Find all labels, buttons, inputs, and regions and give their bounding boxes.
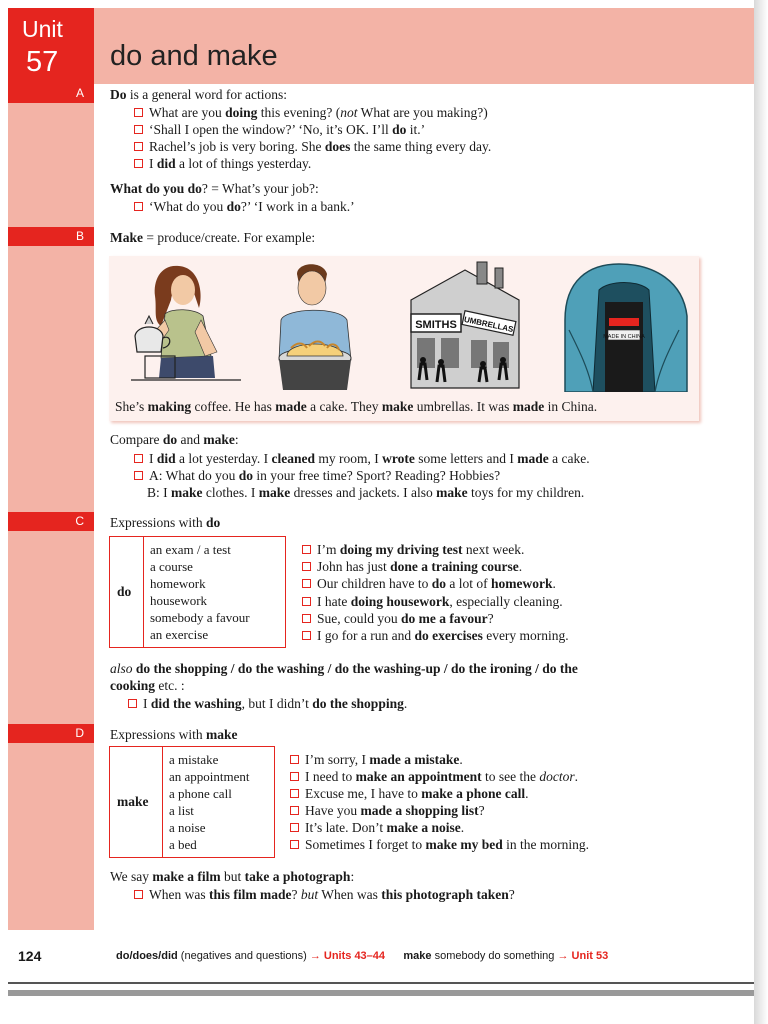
bullet-icon — [302, 597, 311, 606]
section-c-heading: Expressions with do — [110, 515, 221, 530]
do-expression-item: a course — [150, 559, 193, 574]
section-c-example: I hate doing housework, especially cleaning. — [302, 594, 563, 610]
cross-references: do/does/did (negatives and questions) → Units 43–44 make somebody do something → Unit 53 — [116, 950, 609, 962]
jacket-label-illustration — [559, 260, 691, 392]
unit-label: Unit — [22, 16, 63, 42]
make-expression-item: an appointment — [169, 769, 250, 784]
section-a-example: I did a lot of things yesterday. — [134, 156, 311, 172]
section-b-dialogue-a: A: What do you do in your free time? Sport? Reading? Hobbies? — [134, 468, 500, 484]
bullet-icon — [134, 471, 143, 480]
footer-rule — [8, 982, 754, 984]
shop-sign-text: SMITHS — [415, 319, 457, 331]
section-a-example: What are you doing this evening? (not What are you making?) — [134, 105, 488, 121]
illustration-caption: She’s making coffee. He has made a cake. They make umbrellas. It was made in China. — [115, 399, 598, 414]
unit-box — [8, 8, 94, 84]
shop-sign-umbrellas-text: UMBRELLAS — [463, 314, 515, 335]
bullet-icon — [128, 699, 137, 708]
section-d-example: Excuse me, I have to make a phone call. — [290, 786, 528, 802]
bullet-icon — [290, 789, 299, 798]
woman-making-coffee-illustration — [131, 260, 241, 392]
box-divider — [143, 537, 144, 647]
section-d-example: I’m sorry, I made a mistake. — [290, 752, 463, 768]
section-d-heading: Expressions with make — [110, 727, 238, 742]
section-c-also-cont: cooking etc. : — [110, 678, 185, 693]
umbrella-shop-illustration — [409, 260, 521, 392]
bullet-icon — [134, 159, 143, 168]
section-c-example: John has just done a training course. — [302, 559, 522, 575]
units-43-44-link[interactable]: Units 43–44 — [320, 950, 386, 962]
make-verb-label: make — [117, 794, 149, 809]
section-c-also: also do the shopping / do the washing / do the washing-up / do the ironing / do the — [110, 661, 578, 676]
section-tag-d: D — [8, 724, 94, 743]
section-a-question: What do you do? = What’s your job?: — [110, 181, 319, 196]
unit-53-link[interactable]: Unit 53 — [568, 950, 609, 962]
arrow-icon: → — [309, 950, 321, 962]
make-expression-item: a phone call — [169, 786, 232, 801]
bullet-icon — [134, 202, 143, 211]
box-divider — [162, 747, 163, 857]
bullet-icon — [134, 454, 143, 463]
unit-number: 57 — [26, 46, 59, 78]
section-b-dialogue-b: B: I make clothes. I make dresses and jackets. I also make toys for my children. — [147, 485, 585, 500]
section-c-example: I’m doing my driving test next week. — [302, 542, 524, 558]
section-c-example: Our children have to do a lot of homework. — [302, 576, 556, 592]
bullet-icon — [302, 631, 311, 640]
section-d-example: I need to make an appointment to see the doctor. — [290, 769, 578, 785]
do-expression-item: homework — [150, 576, 206, 591]
section-a-example: ‘What do you do?’ ‘I work in a bank.’ — [134, 199, 355, 215]
section-a-intro: Do is a general word for actions: — [110, 87, 287, 102]
do-verb-label: do — [117, 584, 132, 599]
section-a-example: Rachel’s job is very boring. She does the same thing every day. — [134, 139, 491, 155]
section-b-example: I did a lot yesterday. I cleaned my room, I wrote some letters and I made a cake. — [134, 451, 590, 467]
man-with-cake-illustration — [267, 260, 367, 392]
section-d-example: Have you made a shopping list? — [290, 803, 485, 819]
do-expression-item: an exam / a test — [150, 542, 231, 557]
section-c-example: I go for a run and do exercises every morning. — [302, 628, 569, 644]
section-b-intro: Make = produce/create. For example: — [110, 230, 316, 245]
arrow-icon: → — [557, 950, 569, 962]
bullet-icon — [134, 108, 143, 117]
illustration-panel — [109, 256, 699, 421]
bullet-icon — [290, 772, 299, 781]
jacket-label-text: MADE IN CHINA — [603, 334, 645, 340]
do-expression-item: an exercise — [150, 627, 209, 642]
left-margin-strip — [8, 8, 94, 930]
bullet-icon — [134, 890, 143, 899]
section-a-example: ‘Shall I open the window?’ ‘No, it’s OK. I’ll do it.’ — [134, 122, 425, 138]
bullet-icon — [302, 579, 311, 588]
section-d-say-example: When was this film made? but When was this photograph taken? — [134, 887, 515, 903]
bullet-icon — [290, 806, 299, 815]
section-tag-a: A — [8, 84, 94, 103]
section-d-example: Sometimes I forget to make my bed in the morning. — [290, 837, 589, 853]
make-expression-item: a list — [169, 803, 194, 818]
page-title: do and make — [110, 40, 278, 72]
section-tag-c: C — [8, 512, 94, 531]
bullet-icon — [290, 823, 299, 832]
section-c-also-example: I did the washing, but I didn’t do the shopping. — [128, 696, 407, 712]
bullet-icon — [302, 545, 311, 554]
bullet-icon — [134, 142, 143, 151]
bullet-icon — [290, 755, 299, 764]
bullet-icon — [134, 125, 143, 134]
section-d-example: It’s late. Don’t make a noise. — [290, 820, 464, 836]
make-expressions-box — [109, 746, 275, 858]
do-expression-item: somebody a favour — [150, 610, 250, 625]
page-number: 124 — [18, 948, 42, 964]
make-expression-item: a mistake — [169, 752, 219, 767]
section-c-example: Sue, could you do me a favour? — [302, 611, 494, 627]
footer-bottom-band — [8, 990, 754, 996]
make-expression-item: a noise — [169, 820, 206, 835]
section-tag-b: B — [8, 227, 94, 246]
do-expressions-box — [109, 536, 286, 648]
bullet-icon — [302, 562, 311, 571]
page-edge — [754, 0, 768, 1024]
section-d-say: We say make a film but take a photograph: — [110, 869, 355, 884]
do-expression-item: housework — [150, 593, 208, 608]
bullet-icon — [290, 840, 299, 849]
section-b-compare: Compare do and make: — [110, 432, 239, 447]
bullet-icon — [302, 614, 311, 623]
make-expression-item: a bed — [169, 837, 197, 852]
